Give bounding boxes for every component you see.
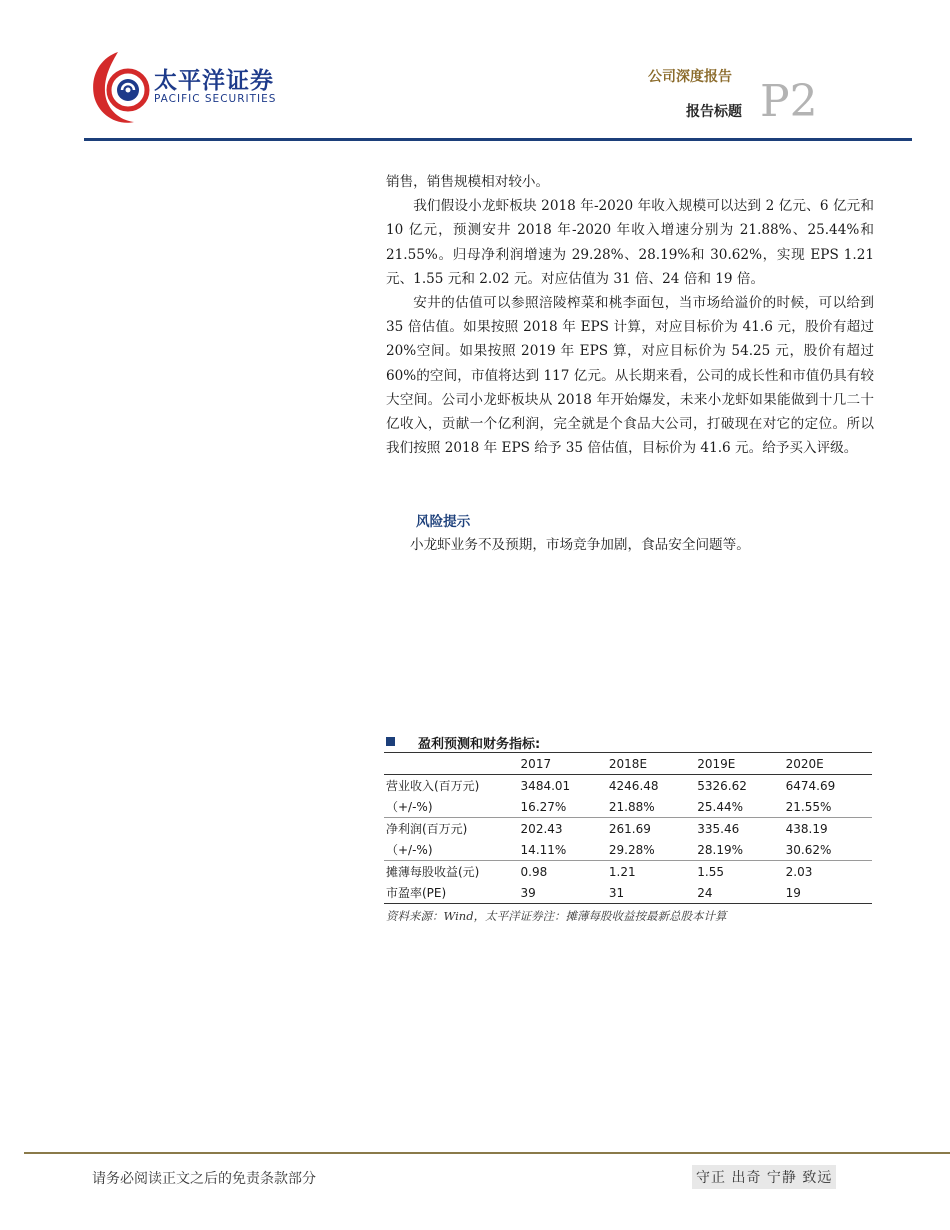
company-logo	[88, 46, 288, 130]
paragraph: 安井的估值可以参照涪陵榨菜和桃李面包，当市场给溢价的时候，可以给到 35 倍估值。如果按照 2018 年 EPS 计算，对应目标价为 41.6 元，股价有超过 20%空间。如果按照 2019 年 EPS 算，对应目标价为 54.25 元，股价有超过 60%的空间，市值将达到 117 亿元。从长期来看，公司的成长性和市值仍具有较大空间。公司小龙虾板块从 2018 年开始爆发，未来小龙虾如果能做到十几二十亿收入，贡献一个亿利润，完全就是个食品大公司，打破现在对它的定位。所以我们按照 2018 年 EPS 给予 35 倍估值，目标价为 41.6 元。给予买入评级。	[386, 295, 874, 457]
table-cell: 21.88%	[608, 799, 655, 814]
table-row	[384, 796, 872, 818]
table-header-cell	[384, 753, 519, 775]
table-cell: 29.28%	[608, 842, 655, 857]
table-cell: 4246.48	[608, 778, 659, 793]
table-cell: （+/-%)	[386, 843, 433, 857]
report-title: 报告标题	[686, 104, 742, 120]
table-cell: 25.44%	[697, 799, 744, 814]
table-cell: （+/-%)	[386, 800, 433, 814]
table-header-cell: 2020E	[785, 756, 824, 771]
table-row	[384, 839, 872, 861]
table-cell: 1.21	[608, 864, 636, 879]
table-cell: 438.19	[785, 821, 828, 836]
table-cell: 0.98	[520, 864, 548, 879]
financial-forecast-table	[384, 752, 872, 904]
header-divider	[84, 138, 912, 141]
table-cell: 30.62%	[785, 842, 832, 857]
table-header-cell: 2018E	[608, 756, 648, 771]
table-caption	[384, 733, 872, 751]
table-cell: 335.46	[697, 821, 740, 836]
table-cell: 39	[520, 885, 536, 900]
table-row	[384, 818, 872, 840]
logo-emblem-icon	[88, 46, 154, 130]
table-cell: 14.11%	[520, 842, 567, 857]
page-number: P2	[760, 76, 818, 127]
table-header-cell: 2017	[520, 756, 552, 771]
table-cell: 净利润(百万元)	[386, 822, 468, 836]
risk-heading: 风险提示	[416, 514, 471, 530]
table-row	[384, 861, 872, 883]
footer-motto: 守正 出奇 宁静 致远	[692, 1165, 836, 1189]
table-cell: 市盈率(PE)	[386, 886, 447, 900]
table-row	[384, 882, 872, 904]
logo-name-en: PACIFIC SECURITIES	[154, 93, 277, 105]
table-header-cell: 2019E	[697, 756, 736, 771]
table-cell: 16.27%	[520, 799, 567, 814]
table-cell: 摊薄每股收益(元)	[386, 865, 480, 879]
paragraph: 销售，销售规模相对较小。	[386, 174, 550, 190]
table-cell: 2.03	[785, 864, 813, 879]
table-source-note: 资料来源：Wind，太平洋证券注：摊薄每股收益按最新总股本计算	[386, 909, 727, 923]
table-cell: 5326.62	[697, 778, 747, 793]
table-cell: 24	[697, 885, 713, 900]
paragraph: 我们假设小龙虾板块 2018 年-2020 年收入规模可以达到 2 亿元、6 亿元和 10 亿元，预测安井 2018 年-2020 年收入增速分别为 21.88%、25.44%和 21.55%。归母净利润增速为 29.28%、28.19%和 30.62%，实现 EPS 1.21 元、1.55 元和 2.02 元。对应估值为 31 倍、24 倍和 19 倍。	[386, 198, 874, 287]
table-header-row	[384, 753, 872, 775]
table-cell: 21.55%	[785, 799, 832, 814]
table-row	[384, 775, 872, 797]
logo-name-cn: 太平洋证券	[154, 68, 274, 94]
table-cell: 3484.01	[520, 778, 571, 793]
table-cell: 6474.69	[785, 778, 836, 793]
table-cell: 1.55	[697, 864, 724, 879]
report-type: 公司深度报告	[648, 69, 732, 85]
square-bullet-icon	[386, 737, 395, 746]
table-cell: 营业收入(百万元)	[386, 779, 480, 793]
body-text	[386, 170, 874, 460]
footer-disclaimer: 请务必阅读正文之后的免责条款部分	[92, 1171, 316, 1187]
table-title: 盈利预测和财务指标:	[418, 737, 541, 752]
risk-text: 小龙虾业务不及预期，市场竞争加剧，食品安全问题等。	[410, 537, 750, 553]
table-cell: 28.19%	[697, 842, 744, 857]
table-cell: 261.69	[608, 821, 651, 836]
table-cell: 19	[785, 885, 801, 900]
table-cell: 202.43	[520, 821, 563, 836]
footer-divider	[24, 1152, 950, 1154]
table-cell: 31	[608, 885, 625, 900]
